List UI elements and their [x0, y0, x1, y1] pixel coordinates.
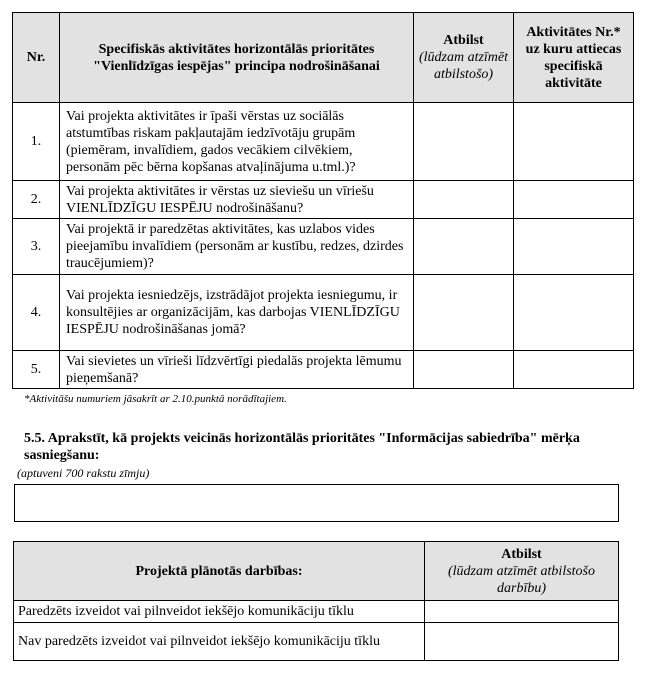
answer-cell[interactable]	[414, 103, 514, 181]
row-number: 5.	[13, 351, 60, 389]
planned-activity-text: Nav paredzēts izveidot vai pilnveidot iekšējo komunikāciju tīklu	[14, 623, 425, 661]
header-atbilst-label: Atbilst	[443, 33, 484, 48]
section-title: 5.5. Aprakstīt, kā projekts veicinās horizontālās prioritātes "Informācijas sabiedrība" mērķa sasniegšanu:	[24, 431, 580, 463]
horizontal-priority-table	[12, 12, 634, 389]
table-footnote: *Aktivitāšu numuriem jāsakrīt ar 2.10.punktā norādītajiem.	[24, 393, 287, 405]
row-question: Vai projekta aktivitātes ir vērstas uz sieviešu un vīriešu VIENLĪDZĪGU IESPĒJU nodrošināšanu?	[60, 181, 414, 219]
header-activity-nr: Aktivitātes Nr.* uz kuru attiecas specifiskā aktivitāte	[514, 13, 634, 103]
header-atbilst	[414, 13, 514, 103]
planned-activity-text: Paredzēts izveidot vai pilnveidot iekšējo komunikāciju tīklu	[14, 601, 425, 623]
table-header-row	[13, 13, 634, 103]
table-row	[13, 351, 634, 389]
header-atbilst-label: Atbilst	[501, 546, 542, 562]
header-nr: Nr.	[13, 13, 60, 103]
row-number: 4.	[13, 275, 60, 351]
row-question: Vai projekta aktivitātes ir īpaši vērstas uz sociālās atstumtības riskam pakļautajām iedzīvotāju grupām (piemēram, invalīdiem, gados vecākiem cilvēkiem, personām pēc bērna kopšanas atvaļinājuma u.tml.)?	[60, 103, 414, 181]
table-header-row	[14, 542, 619, 601]
answer-cell[interactable]	[414, 219, 514, 275]
row-number: 1.	[13, 103, 60, 181]
row-number: 2.	[13, 181, 60, 219]
table-row	[13, 103, 634, 181]
header-activities-line1: Specifiskās aktivitātes horizontālās prioritātes	[98, 41, 375, 57]
header-atbilst	[425, 542, 619, 601]
planned-activities-table	[13, 541, 619, 661]
header-activities-line2: "Vienlīdzīgas iespējas" principa nodrošināšanai	[93, 58, 380, 74]
activity-nr-cell[interactable]	[514, 219, 634, 275]
answer-cell[interactable]	[425, 601, 619, 623]
row-question: Vai projekta iesniedzējs, izstrādājot projekta iesniegumu, ir konsultējies ar organizācijām, kas darbojas VIENLĪDZĪGU IESPĒJU nodrošināšanas jomā?	[60, 275, 414, 351]
activity-nr-cell[interactable]	[514, 275, 634, 351]
description-input-box[interactable]	[14, 484, 619, 522]
activity-nr-cell[interactable]	[514, 181, 634, 219]
answer-cell[interactable]	[414, 181, 514, 219]
table-row	[13, 219, 634, 275]
header-atbilst-note: (lūdzam atzīmēt atbilstošo)	[418, 50, 509, 82]
row-question: Vai sievietes un vīrieši līdzvērtīgi piedalās projekta lēmumu pieņemšanā?	[60, 351, 414, 389]
header-planned-activities: Projektā plānotās darbības:	[14, 542, 425, 601]
header-atbilst-note: (lūdzam atzīmēt atbilstošo darbību)	[447, 563, 595, 596]
header-activities	[60, 13, 414, 103]
table-row	[13, 181, 634, 219]
answer-cell[interactable]	[414, 275, 514, 351]
row-number: 3.	[13, 219, 60, 275]
row-question: Vai projektā ir paredzētas aktivitātes, kas uzlabos vides pieejamību invalīdiem (personām ar kustību, redzes, dzirdes traucējumiem)?	[60, 219, 414, 275]
answer-cell[interactable]	[414, 351, 514, 389]
answer-cell[interactable]	[425, 623, 619, 661]
section-note: (aptuveni 700 rakstu zīmju)	[17, 466, 150, 480]
table-row	[14, 623, 619, 661]
table-row	[13, 275, 634, 351]
activity-nr-cell[interactable]	[514, 103, 634, 181]
table-row	[14, 601, 619, 623]
activity-nr-cell[interactable]	[514, 351, 634, 389]
